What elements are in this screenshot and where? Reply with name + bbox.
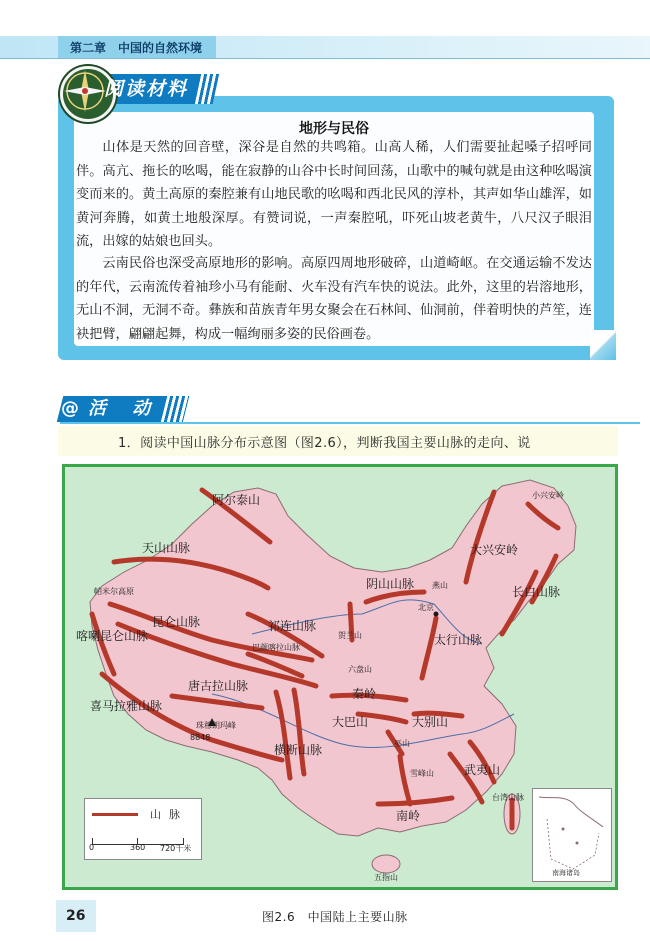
- beijing-marker-icon: [434, 612, 439, 617]
- legend-mountain-label: 山脉: [150, 808, 188, 821]
- yanshan-label: 燕山: [432, 581, 448, 590]
- legend-mountain-symbol: [92, 813, 138, 816]
- scale-label-720: 720千米: [160, 844, 192, 853]
- wushan-label: 巫山: [394, 739, 410, 748]
- article-paragraph-2: 云南民俗也深受高原地形的影响。高原四周地形破碎，山道崎岖。在交通运输不发达的年代，云南流传着袖珍小马有能耐、火车没有汽车快的说法。此外，这里的岩溶地形，无山不洞，无洞不奇。彝族和苗族青年男女聚会在石林间、仙洞前，伴着明快的芦笙，连袂把臂，翩翩起舞，构成一幅绚丽多姿的民俗画卷。: [76, 256, 592, 342]
- liupan-label: 六盘山: [348, 665, 372, 674]
- activity-swirl-icon: @: [61, 398, 79, 419]
- taihang-label: 太行山脉: [434, 633, 483, 647]
- article-paragraph-1: 山体是天然的回音壁，深谷是自然的共鸣箱。山高人稀，人们需要扯起嗓子招呼同伴。高亢、拖长的吆喝，能在寂静的山谷中长时间回荡，山歌中的喊句就是由这种吆喝演变而来的。黄土高原的秦腔兼有山地民歌的吆喝和西北民风的淳朴，其声如华山雄浑，如黄河奔腾，如黄土地般深厚。有赞词说，一声秦腔吼，吓死山坡老黄牛，八尺汉子眼泪流，出嫁的姑娘也回头。: [76, 140, 592, 249]
- wuyi-label: 武夷山: [464, 763, 501, 777]
- article-title: 地形与民俗: [299, 121, 369, 137]
- yinshan-label: 阴山山脉: [366, 577, 415, 591]
- daba-label: 大巴山: [332, 715, 369, 729]
- qinling-label: 秦岭: [352, 687, 377, 701]
- activity-section-title: 活 动: [88, 398, 161, 419]
- south-sea-label: 南海诸岛: [552, 869, 580, 877]
- qilian-label: 祁连山脉: [268, 619, 317, 633]
- helan-label: 贺兰山: [338, 631, 362, 640]
- karakoram-label: 喀喇昆仑山脉: [76, 629, 149, 643]
- tianshan-label: 天山山脉: [142, 541, 191, 555]
- chapter-number: 第二章: [70, 40, 107, 55]
- scale-label-0: 0: [89, 843, 95, 852]
- chapter-header-tab: [58, 36, 216, 58]
- everest-height-label: 8848: [190, 733, 211, 742]
- activity-task-text: 1．阅读中国山脉分布示意图（图2.6），判断我国主要山脉的走向、说: [118, 436, 531, 451]
- lesser-khingan-label: 小兴安岭: [532, 491, 564, 500]
- altai-label: 阿尔泰山: [212, 493, 261, 507]
- nanling-label: 南岭: [396, 809, 421, 823]
- bayan-har-label: 巴颜喀拉山脉: [252, 643, 300, 652]
- reading-section-title: 阅读材料: [104, 78, 189, 100]
- dabie-label: 大别山: [412, 715, 449, 729]
- chapter-title: 中国的自然环境: [118, 40, 203, 55]
- page-curl-decoration: [590, 330, 616, 360]
- greater-khingan-label: 大兴安岭: [470, 543, 519, 557]
- tanggula-label: 唐古拉山脉: [188, 679, 249, 693]
- changbai-label: 长白山脉: [512, 585, 561, 599]
- activity-divider: [60, 422, 640, 424]
- china-landmass: [90, 480, 576, 836]
- kunlun-label: 昆仑山脉: [152, 615, 201, 629]
- header-divider: [0, 58, 650, 59]
- pamir-label: 帕米尔高原: [94, 587, 134, 596]
- everest-label: 珠穆朗玛峰: [196, 721, 236, 730]
- hainan-label: 五指山: [374, 873, 398, 882]
- himalaya-label: 喜马拉雅山脉: [90, 699, 163, 713]
- beijing-label: 北京: [418, 603, 434, 612]
- taiwan-label: 台湾山脉: [492, 793, 524, 802]
- scale-label-360: 360: [130, 843, 146, 852]
- page-number: 26: [66, 908, 86, 924]
- xuefeng-label: 雪峰山: [410, 769, 434, 778]
- figure-caption: 图2.6 中国陆上主要山脉: [262, 910, 408, 924]
- hainan-island: [372, 855, 400, 873]
- hengduan-label: 横断山脉: [274, 743, 323, 757]
